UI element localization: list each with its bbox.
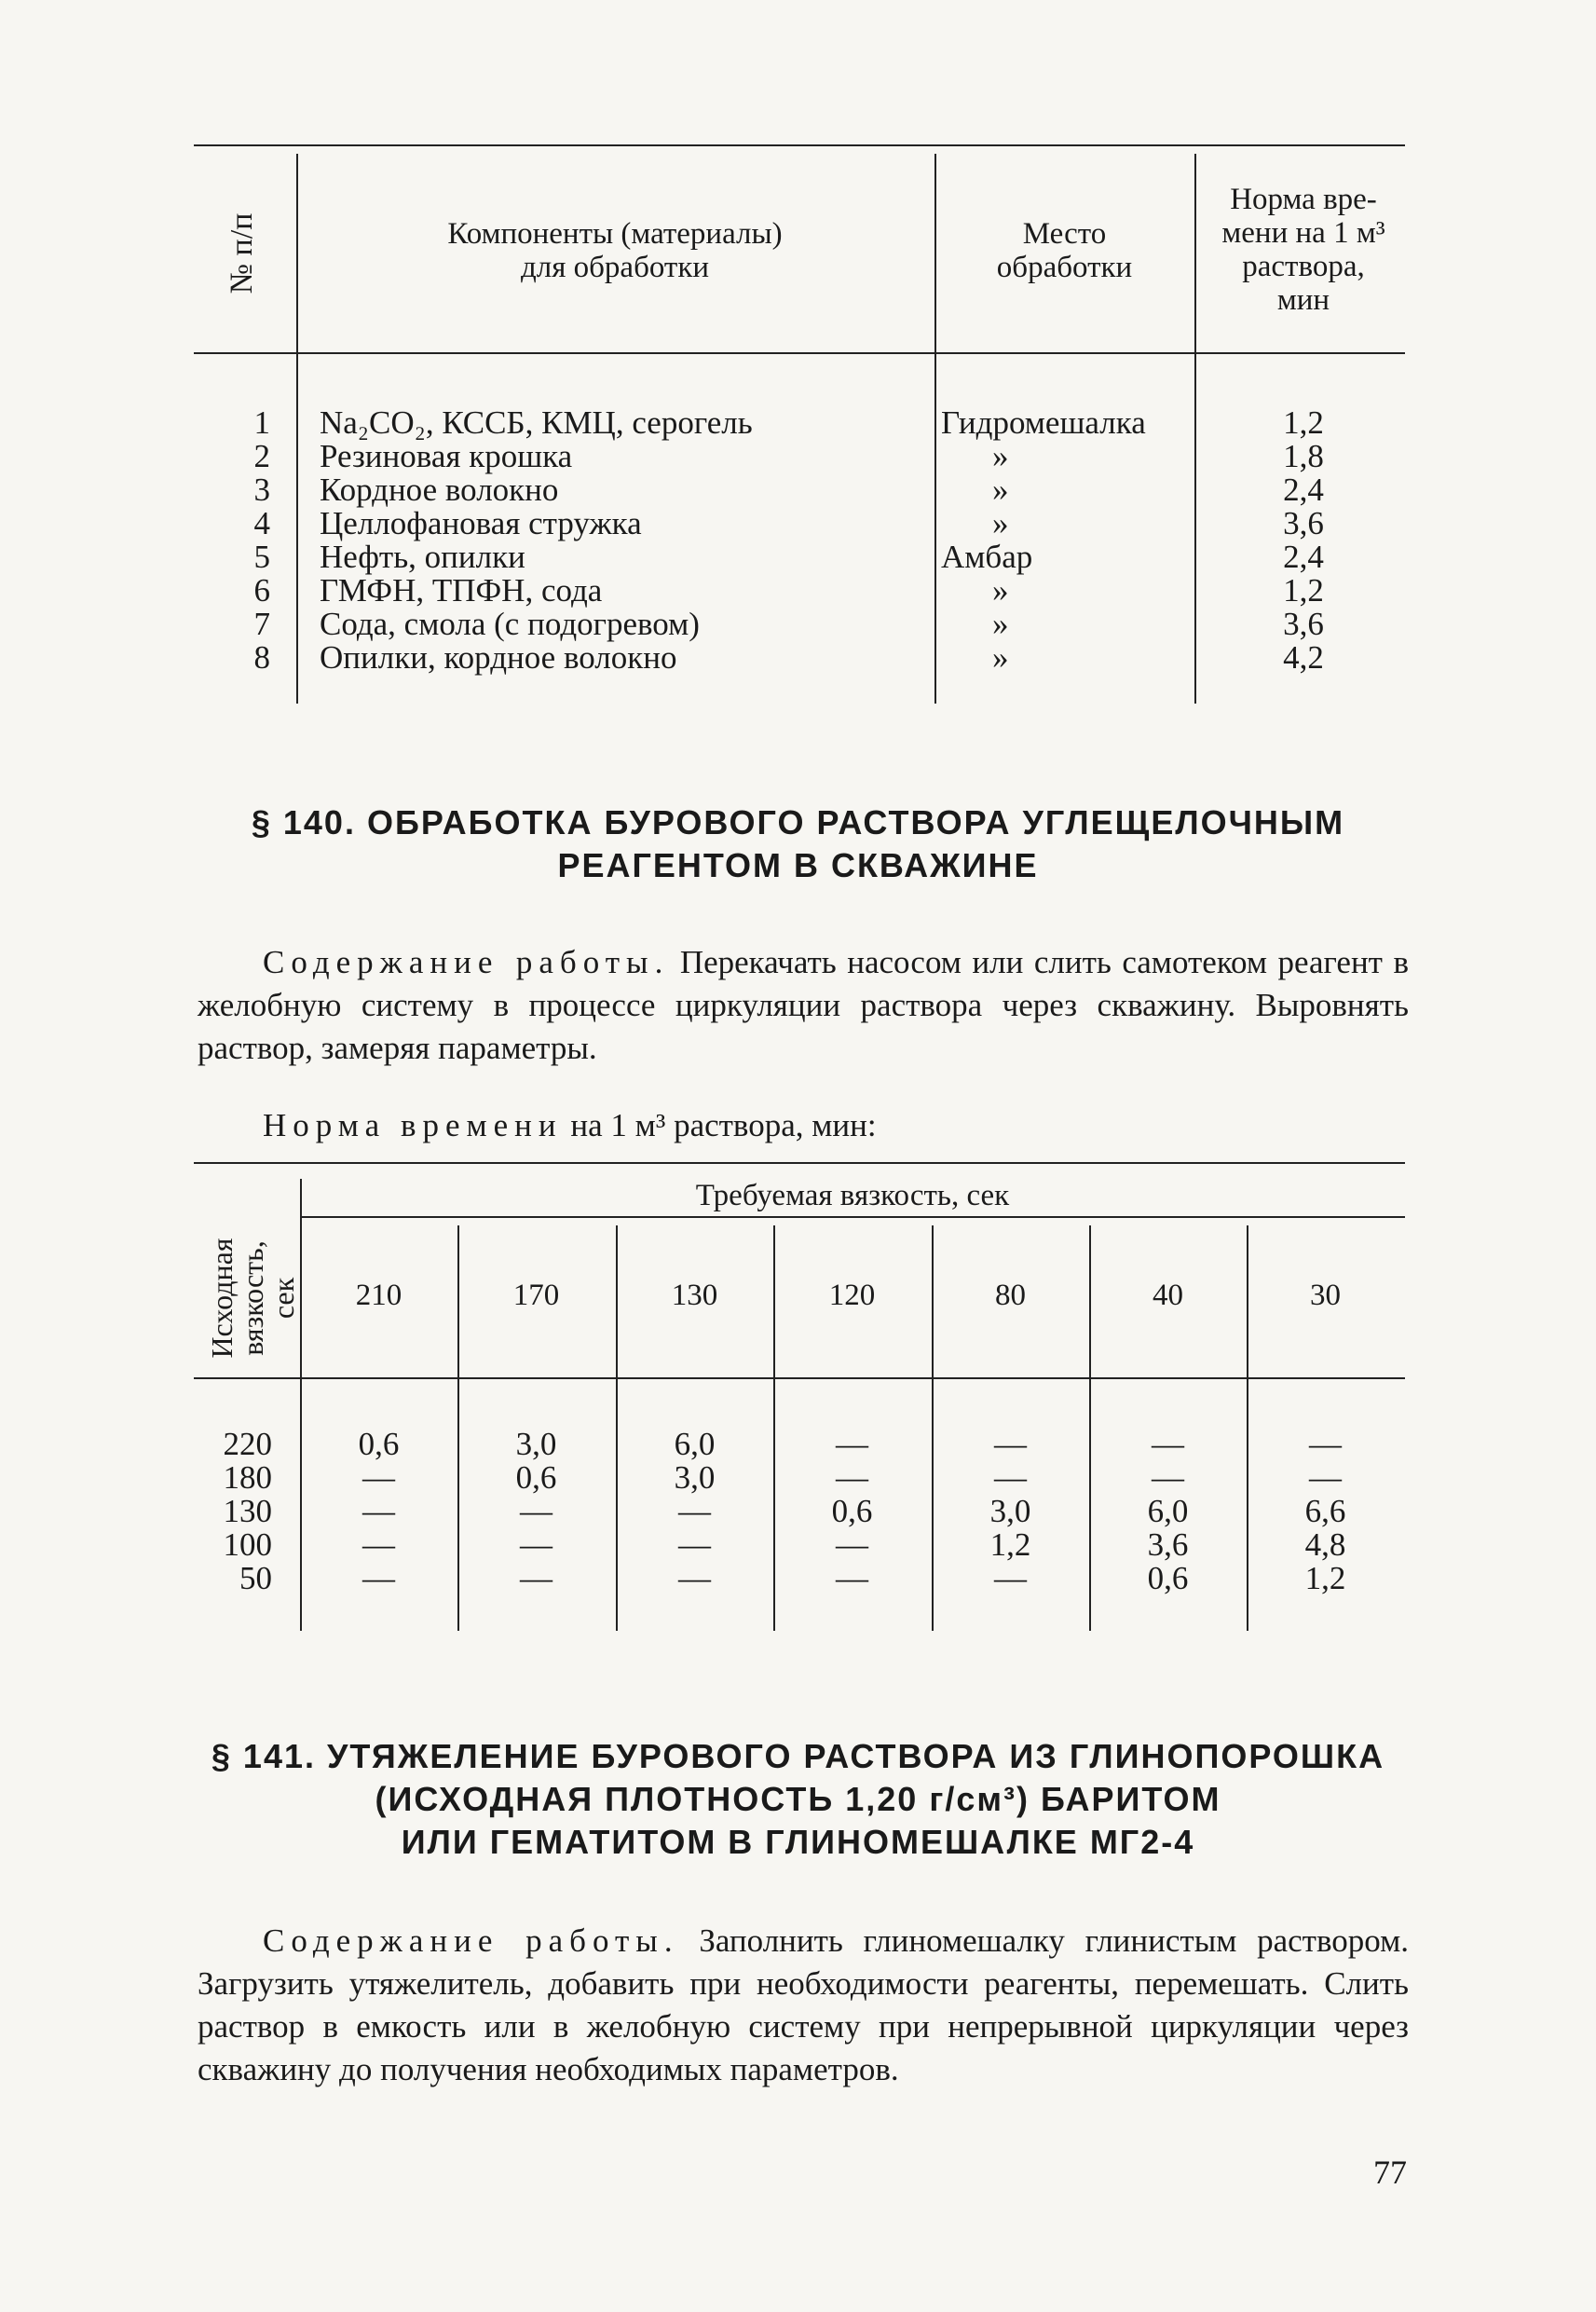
header-line: Исходная — [205, 1238, 239, 1359]
table1-header-norm — [1196, 183, 1411, 317]
component-cell: Сода, смола (с подогревом) — [320, 606, 700, 642]
header-line: раствора, — [1242, 250, 1365, 283]
norm-cell: 4,2 — [1283, 639, 1324, 676]
value-cell: — — [836, 1426, 868, 1462]
row-label: 180 — [223, 1459, 272, 1496]
header-line: Норма вре- — [1230, 183, 1377, 216]
section140-heading — [0, 801, 1596, 887]
table2-row-header — [207, 1214, 300, 1382]
place-cell: Гидромешалка — [941, 404, 1146, 441]
header-line: для обработки — [520, 251, 710, 284]
header-line: вязкость, — [236, 1240, 269, 1356]
section141-content — [198, 1920, 1409, 2091]
value-cell: 0,6 — [1147, 1560, 1189, 1596]
norm-cell: 1,8 — [1283, 438, 1324, 474]
value-cell: — — [1309, 1459, 1342, 1496]
row-number: 5 — [253, 539, 270, 575]
value-cell: — — [362, 1526, 395, 1563]
heading-line: (ИСХОДНАЯ ПЛОТНОСТЬ 1,20 г/см³) БАРИТОМ — [375, 1780, 1221, 1818]
value-cell: 3,0 — [989, 1493, 1031, 1529]
value-cell: 3,0 — [674, 1459, 716, 1496]
value-cell: 3,0 — [515, 1426, 557, 1462]
place-cell: » — [992, 505, 1009, 541]
value-cell: — — [1152, 1426, 1184, 1462]
norm-cell: 3,6 — [1283, 606, 1324, 642]
row-number: 1 — [253, 404, 270, 441]
component-cell: Целлофановая стружка — [320, 505, 642, 541]
value-cell: — — [1309, 1426, 1342, 1462]
norm-cell: 1,2 — [1283, 572, 1324, 609]
column-header: 170 — [512, 1279, 560, 1312]
value-cell: — — [678, 1526, 711, 1563]
header-line: мени на 1 м³ — [1221, 216, 1385, 250]
value-cell: — — [836, 1526, 868, 1563]
value-cell: — — [678, 1493, 711, 1529]
row-number: 2 — [253, 438, 270, 474]
table1-header-rule — [194, 352, 1405, 354]
section140-norm-caption — [198, 1104, 1409, 1147]
value-cell: 6,0 — [1147, 1493, 1189, 1529]
component-cell: Нефть, опилки — [320, 539, 525, 575]
column-header: 120 — [828, 1279, 876, 1312]
value-cell: — — [678, 1560, 711, 1596]
value-cell: 1,2 — [1304, 1560, 1346, 1596]
norm-cell: 3,6 — [1283, 505, 1324, 541]
norm-cell: 2,4 — [1283, 472, 1324, 508]
norm-cell: 1,2 — [1283, 404, 1324, 441]
section140-content — [198, 941, 1409, 1070]
value-cell: 0,6 — [358, 1426, 400, 1462]
norm-label: Норма времени — [263, 1107, 563, 1143]
content-label: Содержание работы. — [263, 1922, 679, 1959]
value-cell: — — [362, 1560, 395, 1596]
column-header: 40 — [1153, 1279, 1183, 1312]
header-line: обработки — [996, 251, 1133, 284]
column-header: 30 — [1310, 1279, 1341, 1312]
place-cell: » — [992, 606, 1009, 642]
place-cell: » — [992, 639, 1009, 676]
content-text: Заполнить глиномешалку глинистым раствором. Загрузить утяжелитель, добавить при необходимости реагенты, перемешать. Слить раствор в емкость или в желобную систему при непрерывной циркуляции через скважину до получения необходимых параметров. — [198, 1922, 1409, 2087]
section141-heading — [0, 1735, 1596, 1864]
table1-top-rule — [194, 144, 1405, 146]
header-line: мин — [1276, 283, 1330, 317]
value-cell: — — [836, 1459, 868, 1496]
value-cell: 6,6 — [1304, 1493, 1346, 1529]
value-cell: — — [1152, 1459, 1184, 1496]
component-cell: Резиновая крошка — [320, 438, 573, 474]
value-cell: 6,0 — [674, 1426, 716, 1462]
row-label: 220 — [223, 1426, 272, 1462]
table1-header-components — [298, 217, 932, 284]
value-cell: — — [362, 1459, 395, 1496]
table1-header-place — [936, 217, 1193, 284]
header-line: Место — [1022, 217, 1107, 251]
header-line: сек — [266, 1277, 300, 1320]
value-cell: 3,6 — [1147, 1526, 1189, 1563]
table2-group-header: Требуемая вязкость, сек — [695, 1179, 1010, 1212]
norm-cell: 2,4 — [1283, 539, 1324, 575]
component-cell: Na₂CO₂, КССБ, КМЦ, серогель — [320, 404, 753, 441]
row-number: 6 — [253, 572, 270, 609]
page-number: 77 — [1373, 2154, 1407, 2191]
content-text: Перекачать насосом или слить самотеком реагент в желобную систему в процессе циркуляции раствора через скважину. Выровнять раствор, замеряя параметры. — [198, 944, 1409, 1066]
value-cell: — — [520, 1560, 552, 1596]
column-header: 130 — [671, 1279, 718, 1312]
row-number: 8 — [253, 639, 270, 676]
value-cell: 0,6 — [515, 1459, 557, 1496]
value-cell: 1,2 — [989, 1526, 1031, 1563]
content-label: Содержание работы. — [263, 944, 670, 980]
row-number: 4 — [253, 505, 270, 541]
place-cell: » — [992, 572, 1009, 609]
component-cell: Опилки, кордное волокно — [320, 639, 677, 676]
column-header: 210 — [355, 1279, 402, 1312]
place-cell: Амбар — [941, 539, 1033, 575]
row-number: 3 — [253, 472, 270, 508]
norm-text: на 1 м³ раствора, мин: — [562, 1107, 877, 1143]
value-cell: 4,8 — [1304, 1526, 1346, 1563]
component-cell: ГМФН, ТПФН, сода — [320, 572, 603, 609]
value-cell: — — [836, 1560, 868, 1596]
heading-line: § 141. УТЯЖЕЛЕНИЕ БУРОВОГО РАСТВОРА ИЗ ГЛИНОПОРОШКА — [211, 1737, 1385, 1775]
place-cell: » — [992, 472, 1009, 508]
value-cell: — — [994, 1426, 1027, 1462]
heading-line: § 140. ОБРАБОТКА БУРОВОГО РАСТВОРА УГЛЕЩЕЛОЧНЫМ — [251, 803, 1345, 841]
table2-group-rule — [300, 1216, 1405, 1218]
place-cell: » — [992, 438, 1009, 474]
row-number: 7 — [253, 606, 270, 642]
table1-header-number: № п/п — [225, 212, 259, 294]
header-line: Компоненты (материалы) — [447, 217, 783, 251]
row-label: 130 — [223, 1493, 272, 1529]
row-label: 100 — [223, 1526, 272, 1563]
value-cell: — — [520, 1493, 552, 1529]
value-cell: 0,6 — [831, 1493, 873, 1529]
heading-line: РЕАГЕНТОМ В СКВАЖИНЕ — [557, 846, 1039, 884]
component-cell: Кордное волокно — [320, 472, 559, 508]
column-header: 80 — [995, 1279, 1026, 1312]
table2-header-rule — [194, 1377, 1405, 1379]
value-cell: — — [994, 1459, 1027, 1496]
value-cell: — — [994, 1560, 1027, 1596]
table2-top-rule — [194, 1162, 1405, 1164]
value-cell: — — [520, 1526, 552, 1563]
value-cell: — — [362, 1493, 395, 1529]
heading-line: ИЛИ ГЕМАТИТОМ В ГЛИНОМЕШАЛКЕ МГ2-4 — [401, 1823, 1195, 1861]
row-label: 50 — [239, 1560, 272, 1596]
